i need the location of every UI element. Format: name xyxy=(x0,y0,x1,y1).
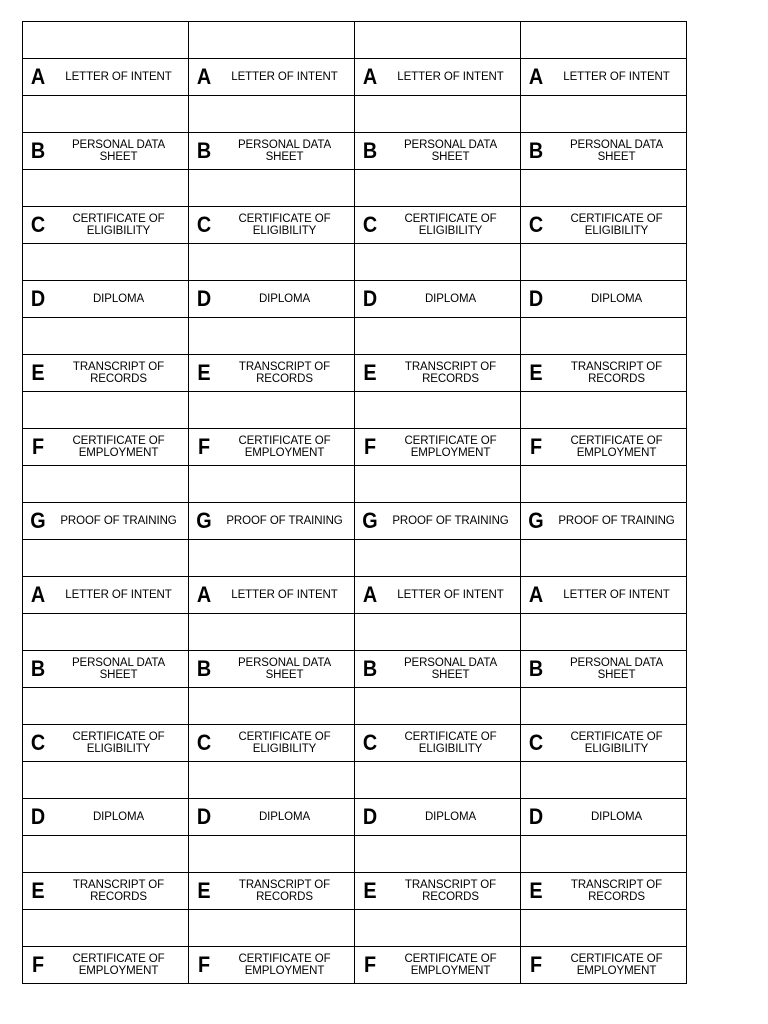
label-text: TRANSCRIPT OF RECORDS xyxy=(238,879,331,903)
label-text: LETTER OF INTENT xyxy=(563,589,670,601)
label-letter: E xyxy=(363,878,377,903)
label-cell-content xyxy=(521,873,686,909)
label-cell-content xyxy=(521,799,686,835)
label-cell xyxy=(23,947,189,984)
label-letter: C xyxy=(528,212,544,237)
label-text: CERTIFICATE OF EMPLOYMENT xyxy=(570,435,663,459)
label-letter: E xyxy=(363,360,377,385)
label-letter: D xyxy=(362,286,378,311)
label-cell-content xyxy=(355,355,520,391)
label-cell xyxy=(521,947,687,984)
blank-cell xyxy=(23,688,189,725)
blank-cell xyxy=(23,318,189,355)
label-text: PROOF OF TRAINING xyxy=(392,515,509,527)
label-cell-content xyxy=(355,59,520,95)
label-cell-content xyxy=(355,133,520,169)
label-cell xyxy=(189,59,355,96)
label-cell-content xyxy=(189,725,354,761)
label-cell-content xyxy=(355,503,520,539)
blank-cell xyxy=(189,170,355,207)
label-row xyxy=(23,281,687,318)
blank-cell xyxy=(23,96,189,133)
label-letter: F xyxy=(363,434,377,459)
label-cell-content xyxy=(521,281,686,317)
blank-cell xyxy=(189,392,355,429)
label-cell-content xyxy=(189,59,354,95)
label-row xyxy=(23,799,687,836)
label-text: PROOF OF TRAINING xyxy=(60,515,177,527)
blank-cell xyxy=(355,762,521,799)
label-letter: D xyxy=(362,804,378,829)
blank-cell xyxy=(189,762,355,799)
label-cell xyxy=(521,355,687,392)
label-cell-content xyxy=(189,577,354,613)
blank-cell xyxy=(355,96,521,133)
label-cell xyxy=(189,577,355,614)
label-text: PERSONAL DATA SHEET xyxy=(569,657,664,681)
label-letter: D xyxy=(196,804,212,829)
label-text: CERTIFICATE OF EMPLOYMENT xyxy=(238,435,331,459)
label-cell-content xyxy=(23,133,188,169)
blank-cell xyxy=(23,466,189,503)
blank-row xyxy=(23,614,687,651)
blank-cell xyxy=(355,244,521,281)
label-letter: B xyxy=(362,656,378,681)
blank-row xyxy=(23,688,687,725)
label-text: PERSONAL DATA SHEET xyxy=(71,657,166,681)
label-text: LETTER OF INTENT xyxy=(231,589,338,601)
label-letter: F xyxy=(31,952,45,977)
label-text: TRANSCRIPT OF RECORDS xyxy=(570,361,663,385)
label-cell xyxy=(521,59,687,96)
label-text: DIPLOMA xyxy=(92,293,145,305)
label-cell xyxy=(23,429,189,466)
label-cell xyxy=(521,799,687,836)
label-cell xyxy=(189,947,355,984)
blank-cell xyxy=(189,466,355,503)
blank-cell xyxy=(521,244,687,281)
blank-cell xyxy=(355,614,521,651)
label-letter: F xyxy=(197,434,211,459)
label-cell xyxy=(521,281,687,318)
label-cell-content xyxy=(189,281,354,317)
label-text: TRANSCRIPT OF RECORDS xyxy=(404,879,497,903)
label-letter: C xyxy=(528,730,544,755)
label-cell-content xyxy=(521,207,686,243)
blank-cell xyxy=(521,96,687,133)
label-text: LETTER OF INTENT xyxy=(397,589,504,601)
label-text: DIPLOMA xyxy=(424,811,477,823)
label-text: CERTIFICATE OF ELIGIBILITY xyxy=(238,731,331,755)
label-text: CERTIFICATE OF ELIGIBILITY xyxy=(570,731,663,755)
blank-cell xyxy=(23,836,189,873)
label-cell xyxy=(521,133,687,170)
label-cell xyxy=(355,281,521,318)
label-cell-content xyxy=(355,725,520,761)
label-cell xyxy=(23,577,189,614)
label-cell-content xyxy=(355,207,520,243)
blank-cell xyxy=(521,540,687,577)
label-cell xyxy=(355,133,521,170)
label-text: CERTIFICATE OF ELIGIBILITY xyxy=(72,731,165,755)
label-cell-content xyxy=(23,355,188,391)
label-cell xyxy=(355,651,521,688)
label-row xyxy=(23,651,687,688)
label-text: TRANSCRIPT OF RECORDS xyxy=(404,361,497,385)
blank-cell xyxy=(23,910,189,947)
label-cell-content xyxy=(23,429,188,465)
label-text: LETTER OF INTENT xyxy=(563,71,670,83)
label-cell-content xyxy=(23,59,188,95)
label-cell xyxy=(23,725,189,762)
blank-row xyxy=(23,318,687,355)
label-cell xyxy=(355,799,521,836)
label-cell-content xyxy=(23,725,188,761)
label-text: LETTER OF INTENT xyxy=(397,71,504,83)
label-text: CERTIFICATE OF EMPLOYMENT xyxy=(72,435,165,459)
label-cell xyxy=(355,577,521,614)
label-cell-content xyxy=(23,503,188,539)
label-cell xyxy=(521,873,687,910)
label-text: DIPLOMA xyxy=(590,811,643,823)
label-letter: C xyxy=(196,212,212,237)
blank-cell xyxy=(189,836,355,873)
label-cell-content xyxy=(521,947,686,983)
blank-cell xyxy=(355,466,521,503)
label-cell xyxy=(355,503,521,540)
label-cell-content xyxy=(23,651,188,687)
label-letter: F xyxy=(529,952,543,977)
label-letter: D xyxy=(528,286,544,311)
label-cell xyxy=(521,207,687,244)
blank-cell xyxy=(521,170,687,207)
label-row xyxy=(23,355,687,392)
label-cell-content xyxy=(189,503,354,539)
label-cell-content xyxy=(189,947,354,983)
blank-row xyxy=(23,22,687,59)
label-cell-content xyxy=(189,873,354,909)
label-text: LETTER OF INTENT xyxy=(65,71,172,83)
blank-row xyxy=(23,836,687,873)
label-letter: C xyxy=(30,730,46,755)
label-letter: A xyxy=(30,64,46,89)
blank-cell xyxy=(521,318,687,355)
blank-cell xyxy=(355,540,521,577)
label-letter: D xyxy=(30,286,46,311)
label-cell-content xyxy=(189,651,354,687)
label-cell xyxy=(521,429,687,466)
label-text: CERTIFICATE OF EMPLOYMENT xyxy=(404,435,497,459)
label-cell xyxy=(521,651,687,688)
blank-cell xyxy=(189,910,355,947)
label-cell xyxy=(23,207,189,244)
label-text: PERSONAL DATA SHEET xyxy=(403,657,498,681)
blank-cell xyxy=(23,540,189,577)
label-row xyxy=(23,725,687,762)
blank-row xyxy=(23,466,687,503)
label-cell xyxy=(189,725,355,762)
blank-cell xyxy=(189,244,355,281)
blank-cell xyxy=(189,22,355,59)
label-letter: A xyxy=(362,582,378,607)
blank-cell xyxy=(189,318,355,355)
blank-cell xyxy=(355,910,521,947)
label-row xyxy=(23,59,687,96)
label-cell xyxy=(23,651,189,688)
label-letter: F xyxy=(197,952,211,977)
label-cell xyxy=(23,799,189,836)
blank-cell xyxy=(189,96,355,133)
blank-cell xyxy=(521,466,687,503)
label-text: TRANSCRIPT OF RECORDS xyxy=(238,361,331,385)
label-cell xyxy=(355,207,521,244)
label-cell xyxy=(355,59,521,96)
label-cell xyxy=(521,577,687,614)
label-cell-content xyxy=(521,651,686,687)
label-letter: B xyxy=(528,656,544,681)
blank-row xyxy=(23,762,687,799)
label-cell-content xyxy=(355,651,520,687)
label-text: CERTIFICATE OF ELIGIBILITY xyxy=(72,213,165,237)
label-text: LETTER OF INTENT xyxy=(231,71,338,83)
label-letter: G xyxy=(362,508,378,533)
label-cell-content xyxy=(521,725,686,761)
label-row xyxy=(23,577,687,614)
label-cell-content xyxy=(355,799,520,835)
blank-row xyxy=(23,392,687,429)
label-letter: G xyxy=(30,508,46,533)
label-text: PERSONAL DATA SHEET xyxy=(237,139,332,163)
label-row xyxy=(23,503,687,540)
label-text: TRANSCRIPT OF RECORDS xyxy=(72,879,165,903)
blank-cell xyxy=(355,170,521,207)
label-cell-content xyxy=(23,577,188,613)
label-cell xyxy=(23,355,189,392)
label-letter: C xyxy=(196,730,212,755)
label-cell-content xyxy=(23,873,188,909)
label-text: PROOF OF TRAINING xyxy=(226,515,343,527)
label-cell xyxy=(189,355,355,392)
label-letter: A xyxy=(196,582,212,607)
label-letter: E xyxy=(529,878,543,903)
label-letter: B xyxy=(362,138,378,163)
label-cell-content xyxy=(189,355,354,391)
label-cell-content xyxy=(23,207,188,243)
blank-cell xyxy=(521,836,687,873)
label-text: CERTIFICATE OF ELIGIBILITY xyxy=(570,213,663,237)
label-letter: E xyxy=(197,878,211,903)
label-row xyxy=(23,133,687,170)
label-letter: B xyxy=(30,138,46,163)
label-cell-content xyxy=(355,577,520,613)
label-letter: A xyxy=(30,582,46,607)
label-cell-content xyxy=(355,281,520,317)
label-sheet-table xyxy=(22,21,687,984)
blank-cell xyxy=(23,244,189,281)
label-text: CERTIFICATE OF EMPLOYMENT xyxy=(570,953,663,977)
label-cell-content xyxy=(189,429,354,465)
label-cell xyxy=(189,207,355,244)
blank-row xyxy=(23,910,687,947)
label-cell-content xyxy=(355,873,520,909)
label-cell xyxy=(355,873,521,910)
label-text: PERSONAL DATA SHEET xyxy=(569,139,664,163)
label-letter: B xyxy=(30,656,46,681)
blank-row xyxy=(23,244,687,281)
label-letter: B xyxy=(196,656,212,681)
label-cell xyxy=(23,503,189,540)
blank-cell xyxy=(521,762,687,799)
label-cell-content xyxy=(355,947,520,983)
label-text: CERTIFICATE OF ELIGIBILITY xyxy=(238,213,331,237)
label-letter: G xyxy=(196,508,212,533)
blank-cell xyxy=(521,910,687,947)
blank-row xyxy=(23,96,687,133)
label-cell xyxy=(23,59,189,96)
label-letter: G xyxy=(528,508,544,533)
label-cell xyxy=(189,281,355,318)
label-cell-content xyxy=(23,281,188,317)
label-cell-content xyxy=(521,429,686,465)
label-letter: E xyxy=(197,360,211,385)
label-row xyxy=(23,429,687,466)
label-letter: A xyxy=(528,64,544,89)
blank-cell xyxy=(355,22,521,59)
label-letter: A xyxy=(362,64,378,89)
label-cell-content xyxy=(189,207,354,243)
blank-cell xyxy=(23,392,189,429)
label-cell xyxy=(189,651,355,688)
label-cell xyxy=(189,429,355,466)
label-letter: C xyxy=(362,212,378,237)
label-letter: A xyxy=(528,582,544,607)
label-cell xyxy=(23,873,189,910)
label-text: TRANSCRIPT OF RECORDS xyxy=(570,879,663,903)
label-text: DIPLOMA xyxy=(258,293,311,305)
label-text: CERTIFICATE OF EMPLOYMENT xyxy=(238,953,331,977)
label-letter: D xyxy=(528,804,544,829)
label-letter: F xyxy=(363,952,377,977)
blank-row xyxy=(23,170,687,207)
label-text: CERTIFICATE OF ELIGIBILITY xyxy=(404,731,497,755)
label-cell xyxy=(521,725,687,762)
label-letter: C xyxy=(362,730,378,755)
label-text: CERTIFICATE OF ELIGIBILITY xyxy=(404,213,497,237)
blank-cell xyxy=(521,688,687,725)
label-letter: F xyxy=(31,434,45,459)
label-cell xyxy=(23,281,189,318)
label-text: LETTER OF INTENT xyxy=(65,589,172,601)
blank-cell xyxy=(355,318,521,355)
label-cell-content xyxy=(189,133,354,169)
label-text: DIPLOMA xyxy=(590,293,643,305)
blank-cell xyxy=(189,540,355,577)
label-text: DIPLOMA xyxy=(92,811,145,823)
label-cell xyxy=(189,503,355,540)
label-letter: B xyxy=(196,138,212,163)
blank-cell xyxy=(189,614,355,651)
label-row xyxy=(23,873,687,910)
label-text: PROOF OF TRAINING xyxy=(558,515,675,527)
label-cell-content xyxy=(521,133,686,169)
label-text: PERSONAL DATA SHEET xyxy=(237,657,332,681)
label-letter: D xyxy=(196,286,212,311)
label-letter: A xyxy=(196,64,212,89)
label-cell xyxy=(355,429,521,466)
label-cell xyxy=(189,873,355,910)
label-row xyxy=(23,947,687,984)
label-text: PERSONAL DATA SHEET xyxy=(71,139,166,163)
label-text: TRANSCRIPT OF RECORDS xyxy=(72,361,165,385)
label-cell xyxy=(355,355,521,392)
label-letter: C xyxy=(30,212,46,237)
label-cell-content xyxy=(521,503,686,539)
label-cell-content xyxy=(189,799,354,835)
label-text: CERTIFICATE OF EMPLOYMENT xyxy=(72,953,165,977)
blank-cell xyxy=(521,392,687,429)
label-cell-content xyxy=(355,429,520,465)
label-letter: F xyxy=(529,434,543,459)
label-cell-content xyxy=(23,947,188,983)
blank-cell xyxy=(23,614,189,651)
label-letter: E xyxy=(31,878,45,903)
blank-cell xyxy=(521,614,687,651)
label-cell-content xyxy=(521,577,686,613)
label-row xyxy=(23,207,687,244)
label-cell xyxy=(521,503,687,540)
label-letter: E xyxy=(31,360,45,385)
label-letter: D xyxy=(30,804,46,829)
blank-cell xyxy=(355,836,521,873)
label-text: PERSONAL DATA SHEET xyxy=(403,139,498,163)
blank-cell xyxy=(355,392,521,429)
label-cell xyxy=(189,133,355,170)
label-text: DIPLOMA xyxy=(258,811,311,823)
blank-cell xyxy=(23,762,189,799)
label-cell-content xyxy=(23,799,188,835)
blank-cell xyxy=(355,688,521,725)
label-cell-content xyxy=(521,59,686,95)
label-letter: E xyxy=(529,360,543,385)
label-cell-content xyxy=(521,355,686,391)
label-cell xyxy=(355,725,521,762)
blank-cell xyxy=(23,22,189,59)
blank-cell xyxy=(521,22,687,59)
label-cell xyxy=(23,133,189,170)
label-letter: B xyxy=(528,138,544,163)
label-cell xyxy=(355,947,521,984)
label-text: CERTIFICATE OF EMPLOYMENT xyxy=(404,953,497,977)
blank-row xyxy=(23,540,687,577)
label-text: DIPLOMA xyxy=(424,293,477,305)
label-cell xyxy=(189,799,355,836)
blank-cell xyxy=(23,170,189,207)
blank-cell xyxy=(189,688,355,725)
